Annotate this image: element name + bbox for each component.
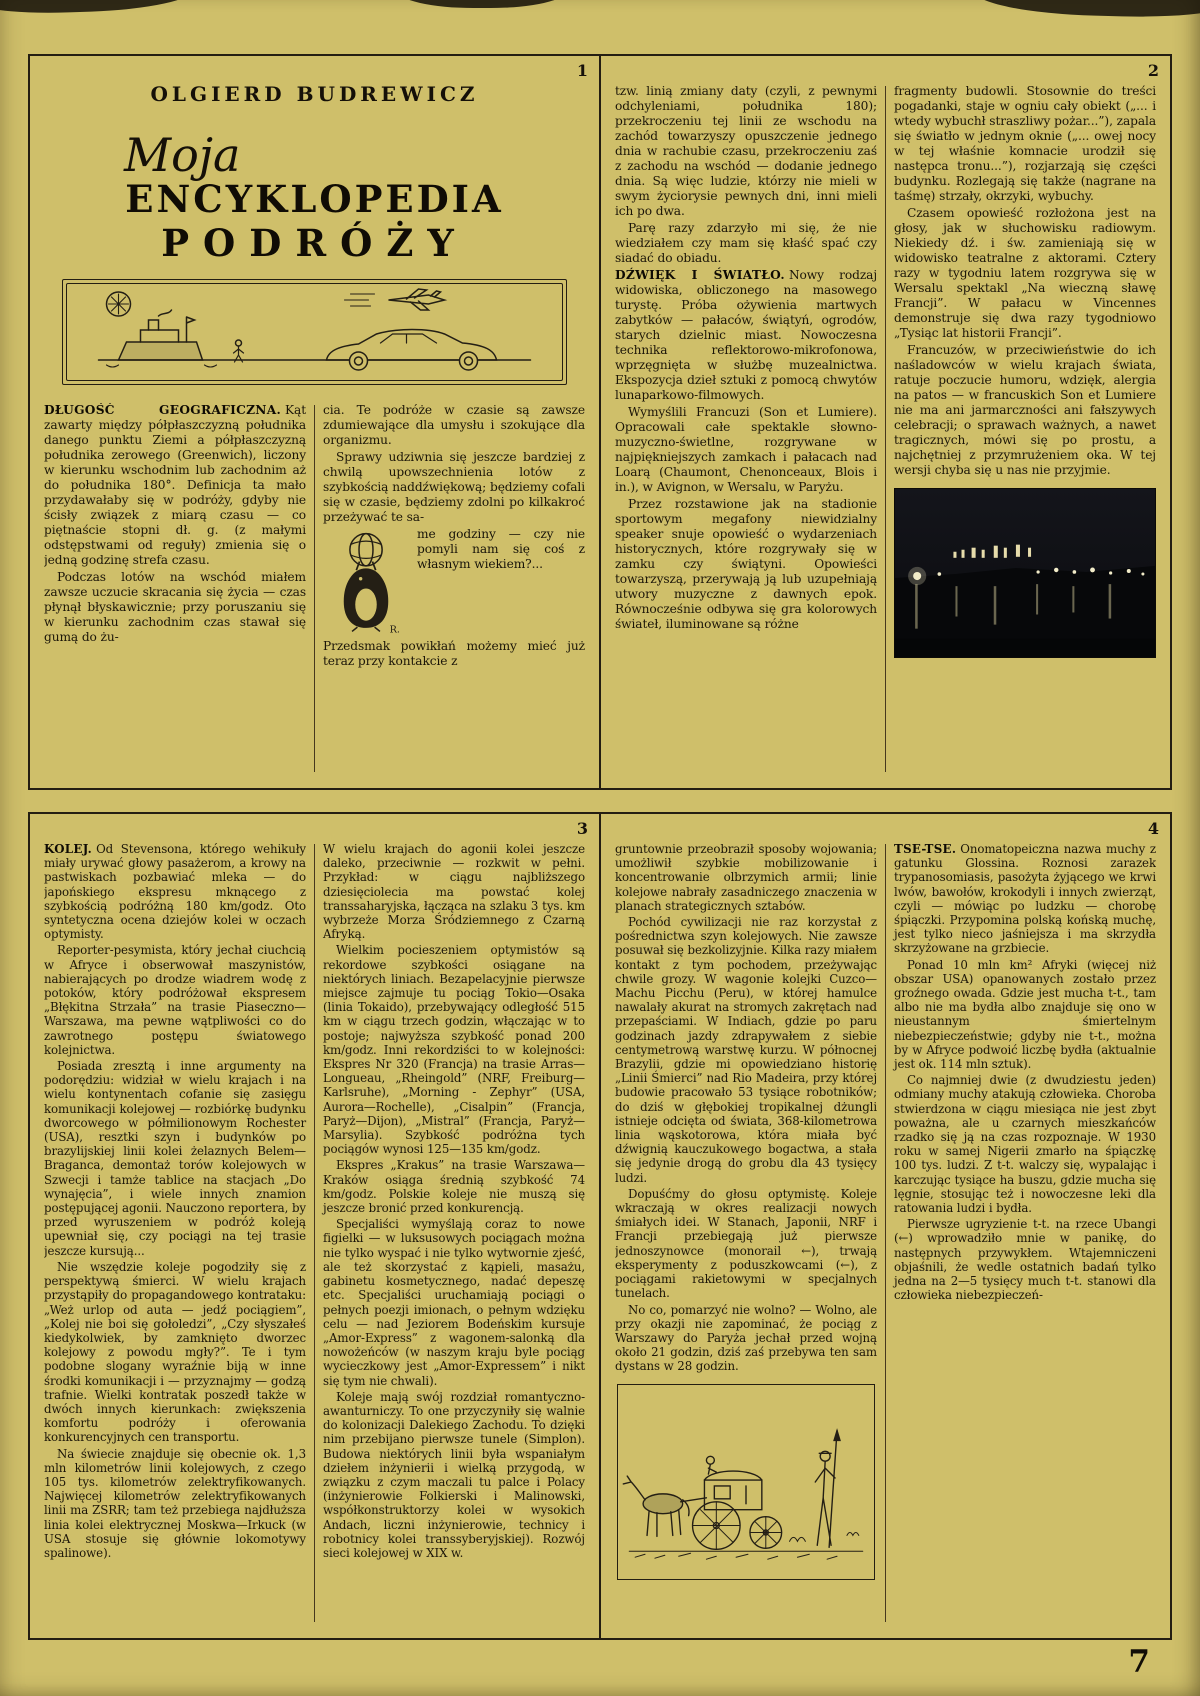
paragraph-text: fragmenty budowli. Stosownie do treści pogadanki, staje w ogniu cały obiekt („... i wtedy wybuchł straszliwy pożar...”), zapala się światło w jednym oknie („... owej nocy w tej właśnie komnacie urodził się następca tronu...”), rozjarzają się części budynku. Rozlegają się także (nagrane na taśmę) strzały, okrzyki, wybuchy. xyxy=(894,84,1156,203)
column-rule xyxy=(885,86,886,772)
figure-row xyxy=(323,527,585,637)
steamship-icon xyxy=(107,310,217,367)
paragraph xyxy=(894,1217,1156,1302)
paragraph-text: Co najmniej dwie (z dwudziestu jeden) odmiany muchy atakują człowieka. Choroba stwierdzona w ciągu miesiąca nie jest zbyt poważna, ale u czarnych mieszkańców rzadko się ją na czas rozpoznaje. W 1930 roku w samej Nigerii zmarło na śpiączkę 100 tys. ludzi. Z t-t. walczy się, wypalając i karczując tysiące ha buszu, gdzie mucha się lęgnie, stosując też i nowoczesne leki dla ratowania ludzi i bydła. xyxy=(894,1073,1156,1216)
illustrator-signature: R. xyxy=(389,624,400,636)
paragraph xyxy=(44,1447,306,1561)
paragraph-text: Na świecie znajduje się obecnie ok. 1,3 mln kilometrów linii kolejowych, z czego 105 tys. kilometrów zelektryfikowanych. Najwięcej kilometrów zelektryfikowanych linii ma ZSRR; tam też przebiega najdłuższa linia kolei elektrycznej Moskwa—Irkuck (w USA stosuje się głównie lokomotywy spalinowe). xyxy=(44,1446,306,1560)
author-name: OLGIERD BUDREWICZ xyxy=(150,82,479,106)
paragraph xyxy=(323,1390,585,1560)
scan-smudge xyxy=(973,0,1200,20)
paragraph xyxy=(615,405,877,495)
travel-illustration-frame xyxy=(66,283,563,381)
masthead-title-line2: PODRÓŻY xyxy=(161,220,468,265)
paragraph-text: Reporter-pesymista, który jechał ciuchcią w Afryce i obserwował maszynistów, nabierających po drodze wiadrem wodę z potoków, który podróżował ekspresem „Błękitna Strzała” na trasie Piaseczno—Warszawa, ma pewne wątpliwości co do zawrotnego postępu światowego kolejnictwa. xyxy=(44,943,306,1057)
paragraph xyxy=(615,221,877,266)
paragraph-text: Sprawy udziwnia się jeszcze bardziej z chwilą upowszechnienia lotów z szybkością naddźwiękową; będziemy cofali się w czasie, będziemy zdolni po kilkakroć przeżywać te sa- xyxy=(323,450,585,525)
paragraph-text: Ponad 10 mln km² Afryki (więcej niż obszar USA) opanowanych zostało przez groźnego owada. Gdzie jest mucha t-t., tam albo nie ma bydła albo znajduje się ono w nieustannym śmiertelnym niebezpieczeństwie; gdyby nie t-t., można by w Afryce podwoić liczbę bydła (aktualnie jest ok. 114 mln sztuk). xyxy=(894,957,1156,1072)
paragraph-text: Od Stevensona, którego wehikuły miały urywać głowy pasażerom, a krowy na pastwiskach pozbawiać mleka — do japońskiego ekspresu mknącego z szybkością podróżną 180 km/godz. Oto syntetyczna ocena dziejów kolei w oczach optymisty. xyxy=(44,842,306,942)
airplane-icon xyxy=(345,289,445,310)
paragraph xyxy=(323,639,585,669)
paragraph-text: gruntownie przeobraził sposoby wojowania; umożliwił szybkie mobilizowanie i koncentrowanie olbrzymich armii; linie kolejowe nabrały zasadniczego znaczenia w planach strategicznych sztabów. xyxy=(615,842,877,913)
paragraph xyxy=(44,842,306,941)
entry-term: KOLEJ. xyxy=(44,842,93,856)
entry-term: TSE-TSE. xyxy=(894,842,957,856)
text-column xyxy=(323,842,585,1626)
paragraph xyxy=(44,943,306,1057)
paragraph xyxy=(615,1303,877,1374)
panel-top-right xyxy=(599,56,1170,788)
column-marker-3: 3 xyxy=(576,819,588,838)
column-marker-2: 2 xyxy=(1147,61,1159,80)
paragraph xyxy=(894,958,1156,1072)
text-column xyxy=(615,842,877,1626)
column-marker-4: 4 xyxy=(1147,819,1159,838)
paragraph xyxy=(894,842,1156,956)
paragraph xyxy=(323,450,585,525)
paragraph xyxy=(615,1187,877,1301)
paragraph-text: Specjaliści wymyślają coraz to nowe figielki — w luksusowych pociągach można nie tylko wyspać i nie tylko wytwornie zjeść, ale też skorzystać z kąpieli, masażu, gabinetu kosmetycznego, nadać depeszę etc. Specjaliści uruchamiają pociągi o pełnych poezji imionach, o pełnym wdzięku celu — nad Jeziorem Bodeńskim kursuje „Amor-Express” z wagonem-salonką dla nowożeńców (w naszym kraju byle pociąg wycieczkowy jest „Amor-Expressem” i nikt się tym nie chwali). xyxy=(323,1217,585,1388)
paragraph xyxy=(615,915,877,1185)
paragraph-text: cia. Te podróże w czasie są zawsze zdumiewające dla umysłu i szokujące dla organizmu. xyxy=(323,403,585,448)
entry-tsetse-columns xyxy=(615,842,1156,1626)
paragraph xyxy=(894,84,1156,204)
paragraph xyxy=(615,84,877,219)
paragraph-text: Przez rozstawione jak na stadionie sportowym megafony niewidzialny speaker snuje opowieść o wydarzeniach historycznych, które rozgrywały się w zamku czy świątyni. Opowieści towarzyszą, przerywają ją lub uzupełniają utwory muzyczne z dawnych epok. Równocześnie odbywa się gra kolorowych świateł, iluminowane są różne xyxy=(615,497,877,631)
wrapped-text: me godziny — czy nie pomyli nam się coś z własnym wiekiem?... xyxy=(417,527,585,572)
paragraph-text: Pierwsze ugryzienie t-t. na rzece Ubangi (←) wprowadziło mnie w panikę, do następnych przywykłem. Wtajemniczeni objaśnili, że wedle ostatnich badań tylko jedna na 2—5 tysięcy much t-t. stanowi dla człowieka niebezpieczeń- xyxy=(894,1217,1156,1303)
paragraph xyxy=(894,206,1156,341)
paragraph-text: No co, pomarzyć nie wolno? — Wolno, ale przy okazji nie zapominać, że pociąg z Warszawy do Paryża jechał przed wojną około 21 godzin, dziś zaś przebywa ten sam dystans w 28 godzin. xyxy=(615,1302,877,1374)
paragraph-text: Dopuśćmy do głosu optymistę. Koleje wkraczają w okres realizacji nowych śmiałych idei. W Stanach, Japonii, NRF i Francji przebiegają już pierwsze jednoszynowce (monorail ←), trwają eksperymenty z poduszkowcami (←), z pociągami rakietowymi w specjalnych tunelach. xyxy=(615,1186,877,1301)
paragraph-text: Nowy rodzaj widowiska, obliczonego na masowego turystę. Próba ożywienia martwych zabytków — pałaców, świątyń, ogrodów, starych dzielnic miast. Nowoczesna technika reflektorowo-mikrofonowa, wprzęgnięta w służbę muzealnictwa. Ekspozycja dzieł sztuki z pomocą chwytów lunaparkowo-filmowych. xyxy=(615,268,877,402)
paragraph-text: Koleje mają swój rozdział romantyczno-awanturniczy. To one przyczyniły się walnie do kolonizacji Dalekiego Zachodu. To dzięki nim przebijano pierwsze tunele (Simplon). Budowa niektórych linii była wspaniałym dziełem inżynierii i wielką przygodą, w związku z czym maczali tu palce i Polacy (inżynierowie Folkierski i Malinowski, współkonstruktorzy kolei w wysokich Andach, liczni inżynierowie, technicy i robotnicy kolei transsyberyjskiej). Rozwój sieci kolejowej w XIX w. xyxy=(323,1389,585,1560)
paragraph-text: Podczas lotów na wschód miałem zawsze uczucie skracania się życia — czas płynął błyskawicznie; przy poruszaniu się w kierunku zachodnim czas stawał się gumą do żu- xyxy=(44,570,306,645)
paragraph xyxy=(615,497,877,632)
paragraph xyxy=(44,1260,306,1445)
entry-term: DŁUGOŚĆ GEOGRAFICZNA. xyxy=(44,403,282,418)
masthead-title-line1: ENCYKLOPEDIA xyxy=(125,177,504,221)
paragraph-text: Onomatopeiczna nazwa muchy z gatunku Glossina. Roznosi zarazek trypanosomiasis, pasożyta żyjącego we krwi lwów, bawołów, krokodyli i innych zwierząt, czyli — mówiąc po ludzku — chorobę śpiączki. Przypomina polską końską muchę, jest tylko nieco jaśniejsza i ma skrzydła skrzyżowane na grzbiecie. xyxy=(894,842,1156,956)
paragraph-text: Nie wszędzie koleje pogodziły się z perspektywą śmierci. W wielu krajach przystąpiły do propagandowego kontrataku: „Weż urlop od auta — jedź pociągiem”, „Kolej nie boi się gołoledzi”, „Czy słyszałeś kiedykolwiek, by zamknięto dworzec kolejowy z powodu mgły?”. Te i tym podobne slogany wyraźnie biją w inne środki komunikacji i — przyznajmy — godzą trafnie. Wielki kontratak poszedł także w dwóch innych kierunkach: zwiększenia komfortu podróży i oferowania konkurencyjnych cen transportu. xyxy=(44,1259,306,1445)
text-column xyxy=(615,84,877,776)
paragraph-text: Czasem opowieść rozłożona jest na głosy, jak w słuchowisku radiowym. Niekiedy dź. i św. zamieniają się w widowisko teatralne z aktorami. Cztery razy w tygodniu latem rozgrywa się w Wersalu spektakl „Na wieczną sławę Francji”. W pałacu w Vincennes demonstruje się dwa razy tygodniowo „Tysiąc lat historii Francji”. xyxy=(894,206,1156,340)
paragraph xyxy=(323,943,585,1156)
paragraph-text: Francuzów, w przeciwieństwie do ich naśladowców w wielu krajach świata, ratuje poczucie humoru, wdzięk, alergia na patos — w francuskich Son et Lumiere nie ma ani jarmarczności ani fałszywych celebracji; o sprawach ważnych, a nawet tragicznych, mówi się po prostu, a najchętniej z przymrużeniem oka. W tej wersji chyba się u nas nie przyjmie. xyxy=(894,343,1156,477)
paragraph xyxy=(44,403,306,568)
text-column xyxy=(894,84,1156,776)
text-column xyxy=(323,403,585,776)
paragraph xyxy=(323,842,585,941)
night-illumination-photo xyxy=(894,488,1156,658)
entry-term: DŹWIĘK I ŚWIATŁO. xyxy=(615,268,785,282)
paragraph-text: Ekspres „Krakus” na trasie Warszawa—Kraków osiąga średnią szybkość 74 km/godz. Polskie koleje nie muszą się jeszcze bronić przed konkurencją. xyxy=(323,1158,585,1216)
panel-bottom-left xyxy=(30,814,599,1638)
travel-illustration xyxy=(62,279,567,385)
harness-trace xyxy=(681,1497,707,1501)
sun-icon xyxy=(107,292,131,316)
bottom-panel xyxy=(28,812,1172,1640)
car-icon xyxy=(327,330,497,371)
spearman-icon xyxy=(815,1430,840,1547)
stagecoach-illustration xyxy=(617,1384,875,1580)
globe-icon xyxy=(350,534,382,566)
paragraph-text: Kąt zawarty między półpłaszczyzną południka danego punktu Ziemi a półpłaszczyzną południka zerowego (Greenwich), liczony w kierunku wschodnim lub zachodnim aż do południka 180°. Definicja ta mało przydawałaby się w podróży, gdyby nie ścisły związek z miarą czasu — co piętnaście stopni dł. g. (z małymi odstępstwami od reguły) zmienia się o jedną godzinę strefa czasu. xyxy=(44,403,306,568)
coach-icon xyxy=(693,1456,782,1549)
top-panel xyxy=(28,54,1172,790)
masthead-script-word: Moja xyxy=(124,128,241,182)
bushes xyxy=(790,1532,859,1541)
paragraph xyxy=(894,1073,1156,1215)
entry-rail-columns xyxy=(44,842,585,1626)
paragraph xyxy=(323,403,585,448)
page-number: 7 xyxy=(1128,1644,1150,1680)
paragraph-text: Parę razy zdarzyło mi się, że nie wiedziałem czy mam się kłaść spać czy siadać do obiadu. xyxy=(615,221,877,265)
paragraph xyxy=(323,1158,585,1215)
panel-top-left xyxy=(30,56,599,788)
paragraph xyxy=(44,570,306,645)
paragraph-text: W wielu krajach do agonii kolei jeszcze daleko, przeciwnie — rozkwit w pełni. Przykład: w ciągu najbliższego dziesięciolecia ma powstać kolej transsaharyjska, łącząca na szlaku 3 tys. km wybrzeże Morza Śródziemnego z Czarną Afryką. xyxy=(323,842,585,942)
person-icon xyxy=(234,340,244,362)
horse-icon xyxy=(623,1476,689,1536)
panel-bottom-right xyxy=(599,814,1170,1638)
penguin-globe-illustration xyxy=(323,527,409,637)
column-rule xyxy=(314,844,315,1622)
text-column xyxy=(44,842,306,1626)
paragraph-text: Przedsmak powikłań możemy mieć już teraz przy kontakcie z xyxy=(323,639,585,669)
text-column xyxy=(44,403,306,776)
entry-geo-columns xyxy=(44,403,585,776)
paragraph xyxy=(894,343,1156,478)
paragraph-text: tzw. linią zmiany daty (czyli, z pewnymi odchyleniami, południka 180); przekroczeniu tej linii ze wschodu na zachód towarzyszy opuszczenie jednego dnia w rachubie czasu, przekroczeniu zaś z zachodu na wschód — dodanie jednego dnia. Są więc ludzie, którzy nie mieli w swym życiorysie pewnych dni, inni mieli ich po dwa. xyxy=(615,84,877,218)
paragraph-text: Pochód cywilizacji nie raz korzystał z pośrednictwa szyn kolejowych. Nie zawsze posuwał się bezkolizyjnie. Kilka razy miałem kontakt z tym pochodem, przeżywając chwile grozy. W wagonie kolejki Cuzco—Machu Picchu (Peru), w której hamulce nawalały akurat na stromych zakrętach nad przepaściami. W Indiach, gdzie po paru godzinach jazdy zdrapywałem z siebie centymetrową warstwę kurzu. W północnej Brazylii, gdzie mi opowiedziano historię „Linii Śmierci” nad Rio Madeira, przy której budowie pracowało 53 tysiące robotników; do dziś w głębokiej tropikalnej dżungli istnieje odcięta od świata, 368-kilometrowa linia wąskotorowa, która miała być dźwignią kauczukowego bogactwa, a stała się jedynie drogą do grobu dla 43 tysięcy ludzi. xyxy=(615,915,877,1185)
entry-sound-light-columns xyxy=(615,84,1156,776)
column-marker-1: 1 xyxy=(576,61,588,80)
paragraph xyxy=(615,842,877,913)
paragraph-text: Wymyślili Francuzi (Son et Lumiere). Opracowali całe spektakle słowno-muzyczno-świetlne, rozgrywane w najpiękniejszych zamkach i pałacach nad Loarą (Chaumont, Chenonceaux, Blois i in.), w Avignon, w Wersalu, w Paryżu. xyxy=(615,405,877,494)
scan-smudge xyxy=(0,0,195,16)
paragraph-text: Wielkim pocieszeniem optymistów są rekordowe szybkości osiągane na niektórych liniach. Bezapelacyjnie pierwsze miejsce zajmuje tu pociąg Tokio—Osaka (linia Tokaido), przebywający odległość 515 km w ciągu trzech godzin, włączając w to postoje; najwyższa szybkość ponad 200 km/godz. Inni rekordziści to w kolejności: Ekspres Nr 320 (Francja) na trasie Arras—Longueau, „Rheingold” (NRF, Freiburg—Karlsruhe), „Morning - Zephyr” (USA, Aurora—Rochelle), „Cisalpin” (Francja, Paryż—Dijon), „Mistral” (Francja, Paryż—Marsylia). Szybkość podróżna tych pociągów wynosi 125—135 km/godz. xyxy=(323,943,585,1157)
scan-smudge xyxy=(398,0,566,8)
text-column xyxy=(894,842,1156,1626)
paragraph xyxy=(44,1059,306,1258)
column-rule xyxy=(885,844,886,1622)
paragraph-text: Posiada zresztą i inne argumenty na podorędziu: widział w wielu krajach i na wielu kontynentach cofanie się zasięgu komunikacji kolejowej — rozbiórkę budynku dworcowego w półmilionowym Rochester (USA), resztki szyn i budynków po brazylijskiej linii kolei żelaznych Belem—Braganca, demontaż torów kolejowych w Szwecji i tamże tablice na stacjach „Do wynajęcia”, i wiele innych znamion postępującej agonii. Nauczono reportera, by przed wyruszeniem w podróż koleją upewniał się, czy pociągi na tej trasie jeszcze kursują... xyxy=(44,1059,306,1258)
paragraph xyxy=(615,268,877,403)
ground-hatching xyxy=(629,1551,863,1559)
paragraph xyxy=(323,1217,585,1387)
column-rule xyxy=(314,405,315,772)
